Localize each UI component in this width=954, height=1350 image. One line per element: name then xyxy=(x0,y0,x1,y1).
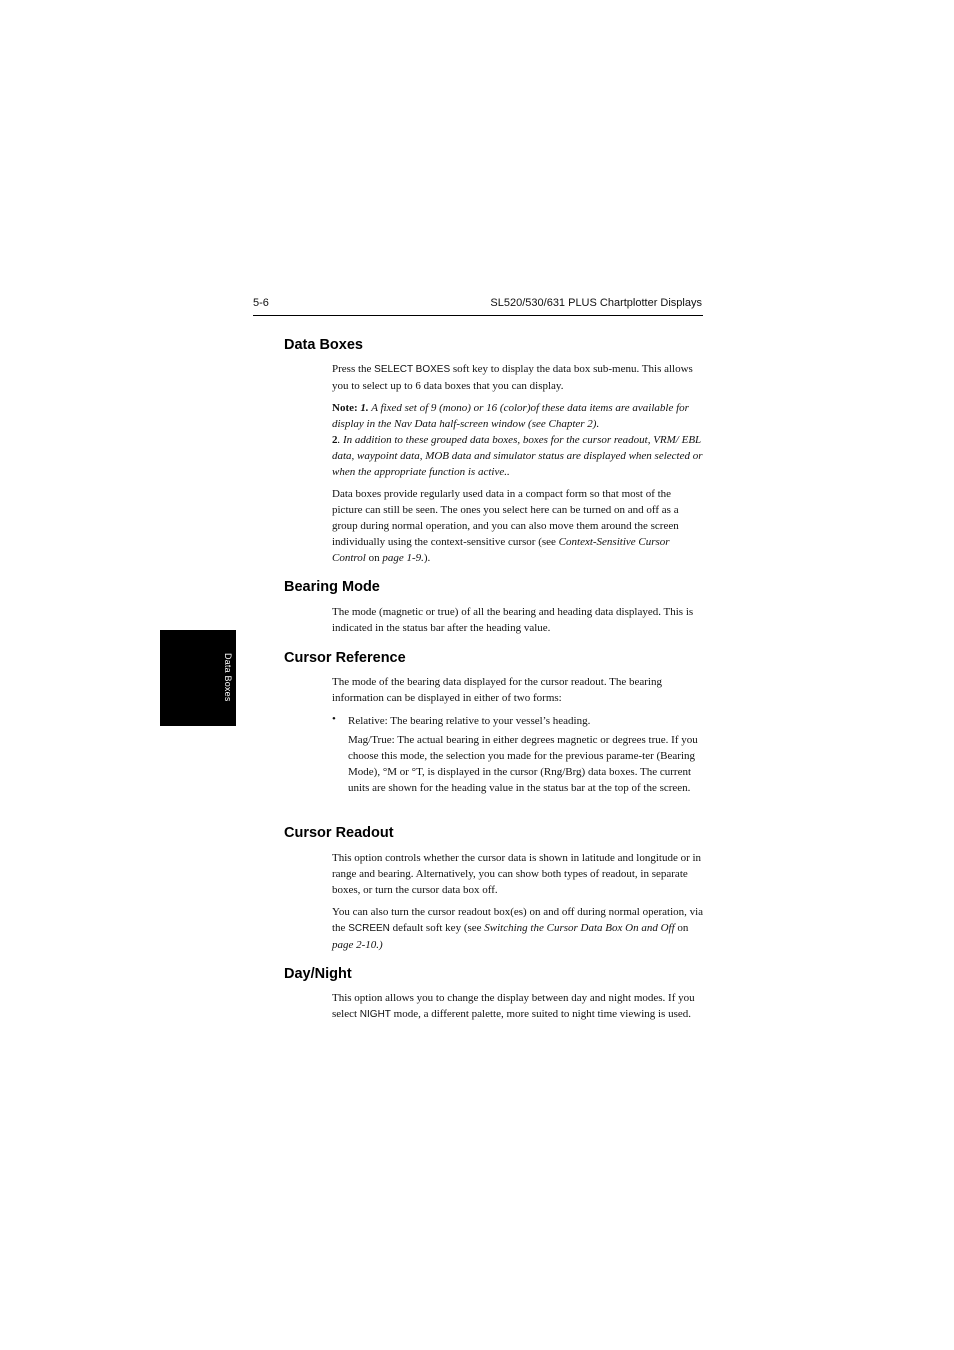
text: default soft key (see xyxy=(389,922,485,934)
text: on xyxy=(365,552,383,564)
cursor-readout-paragraph-1: This option controls whether the cursor data is shown in latitude and longitude or in range and bearing. Alternatively, you can show both types of readout, in separate boxes, or turn the cursor data box off. xyxy=(332,852,702,896)
header-divider xyxy=(253,315,703,316)
text: on xyxy=(674,922,689,934)
softkey-night: NIGHT xyxy=(359,1009,391,1020)
bullet-relative: Relative: The bearing relative to your vessel’s heading. xyxy=(348,715,591,727)
page-number: 5-6 xyxy=(253,297,269,309)
data-boxes-note xyxy=(332,400,704,480)
softkey-screen: SCREEN xyxy=(348,923,390,934)
heading-cursor-readout: Cursor Readout xyxy=(284,825,394,841)
note-label: Note: xyxy=(332,402,358,414)
text: mode, a different palette, more suited to night time viewing is used. xyxy=(390,1008,691,1020)
page-reference: page 2-10.) xyxy=(332,939,383,951)
cross-reference: Switching the Cursor Data Box On and Off xyxy=(484,922,675,934)
page-reference: page 1-9. xyxy=(382,552,424,564)
text: ). xyxy=(423,552,431,564)
text: soft key to display the data box sub-menu. This allows you to select up to 6 data boxes that you can display. xyxy=(332,363,693,392)
chapter-tab-label: Data Boxes xyxy=(223,653,233,702)
text: You can also turn the cursor readout box(es) on and off during normal operation, via the xyxy=(332,906,704,934)
softkey-select-boxes: SELECT BOXES xyxy=(374,364,451,375)
heading-day-night: Day/Night xyxy=(284,966,352,982)
heading-bearing-mode: Bearing Mode xyxy=(284,579,380,595)
bullet-marker: • xyxy=(332,713,336,725)
data-boxes-paragraph-1 xyxy=(332,361,704,394)
heading-cursor-reference: Cursor Reference xyxy=(284,650,406,666)
note-1-number: 1. xyxy=(357,402,369,414)
note-2-number: 2 xyxy=(332,434,338,446)
cross-reference: Context-Sensitive Cursor Control xyxy=(332,536,670,564)
day-night-paragraph xyxy=(332,990,704,1023)
text: Data boxes provide regularly used data in a compact form so that most of the picture can still be seen. The ones you select here can be turned on and off as a group during normal operation, and you can also move them around the screen individually using the context-sensitive cursor (see xyxy=(332,488,679,548)
mag-true-paragraph: Mag/True: The actual bearing in either degrees magnetic or degrees true. If you choose this mode, the selection you made for the previous parame-ter (Bearing Mode), °M or °T, is displayed in the cursor (Rng/Brg) data boxes. The current units are shown for the heading value in the status bar at the top of the screen. xyxy=(348,734,698,794)
text: This option allows you to change the display between day and night modes. If you select xyxy=(332,992,695,1020)
data-boxes-paragraph-3 xyxy=(332,486,704,566)
bearing-mode-paragraph: The mode (magnetic or true) of all the bearing and heading data displayed. This is indicated in the status bar after the heading value. xyxy=(332,606,694,634)
cursor-reference-paragraph: The mode of the bearing data displayed for the cursor readout. The bearing information can be displayed in either of two forms: xyxy=(332,676,662,704)
note-1-text: A fixed set of 9 (mono) or 16 (color)of these data items are available for display in the Nav Data half-screen window (see Chapter 2). xyxy=(332,402,689,430)
text: Press the xyxy=(332,363,375,375)
note-2-text: . In addition to these grouped data boxes, boxes for the cursor readout, VRM/ EBL data, waypoint data, MOB data and simulator status are displayed when selected or when the appropriate function is active.. xyxy=(332,434,703,478)
heading-data-boxes: Data Boxes xyxy=(284,337,363,353)
document-title: SL520/530/631 PLUS Chartplotter Displays xyxy=(490,297,702,309)
cursor-readout-paragraph-2 xyxy=(332,904,704,953)
